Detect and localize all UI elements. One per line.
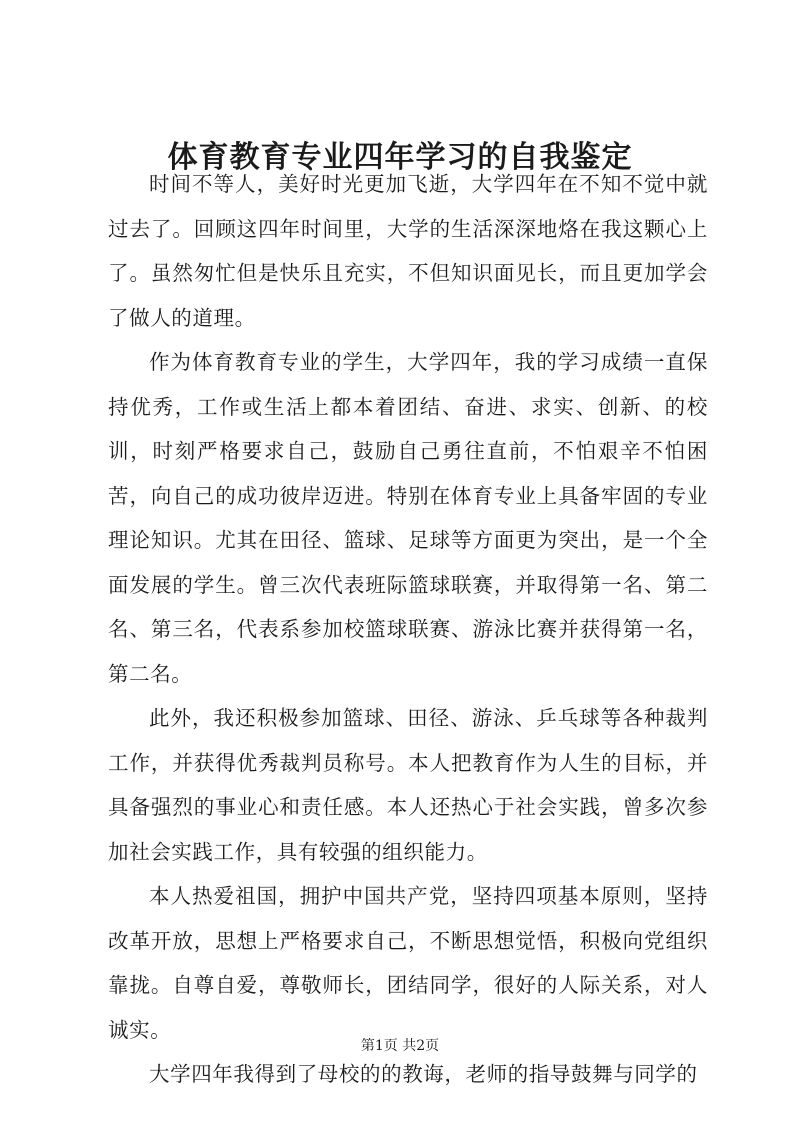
page-footer: 第1页 共2页	[360, 1038, 440, 1054]
document-title: 体育教育专业四年学习的自我鉴定	[167, 140, 633, 175]
document-body	[108, 162, 708, 1097]
paragraph-3: 此外，我还积极参加篮球、田径、游泳、乒乓球等各种裁判工作，并获得优秀裁判员称号。本人把教育作为人生的目标，并具备强烈的事业心和责任感。本人还热心于社会实践，曾多次参加社会实践工作，具有较强的组织能力。	[108, 706, 708, 864]
paragraph-4: 本人热爱祖国，拥护中国共产党，坚持四项基本原则，坚持改革开放，思想上严格要求自己，不断思想觉悟，积极向党组织靠拢。自尊自爱，尊敬师长，团结同学，很好的人际关系，对人诚实。	[108, 884, 708, 1042]
paragraph-2: 作为体育教育专业的学生，大学四年，我的学习成绩一直保持优秀，工作或生活上都本着团结、奋进、求实、创新、的校训，时刻严格要求自己，鼓励自己勇往直前，不怕艰辛不怕困苦，向自己的成功彼岸迈进。特别在体育专业上具备牢固的专业理论知识。尤其在田径、篮球、足球等方面更为突出，是一个全面发展的学生。曾三次代表班际篮球联赛，并取得第一名、第二名、第三名，代表系参加校篮球联赛、游泳比赛并获得第一名，第二名。	[108, 350, 708, 686]
paragraph-5: 大学四年我得到了母校的的教诲，老师的指导鼓舞与同学的	[149, 1062, 698, 1086]
paragraph-1: 时间不等人，美好时光更加飞逝，大学四年在不知不觉中就过去了。回顾这四年时间里，大学的生活深深地烙在我这颗心上了。虽然匆忙但是快乐且充实，不但知识面见长，而且更加学会了做人的道理。	[108, 172, 708, 330]
